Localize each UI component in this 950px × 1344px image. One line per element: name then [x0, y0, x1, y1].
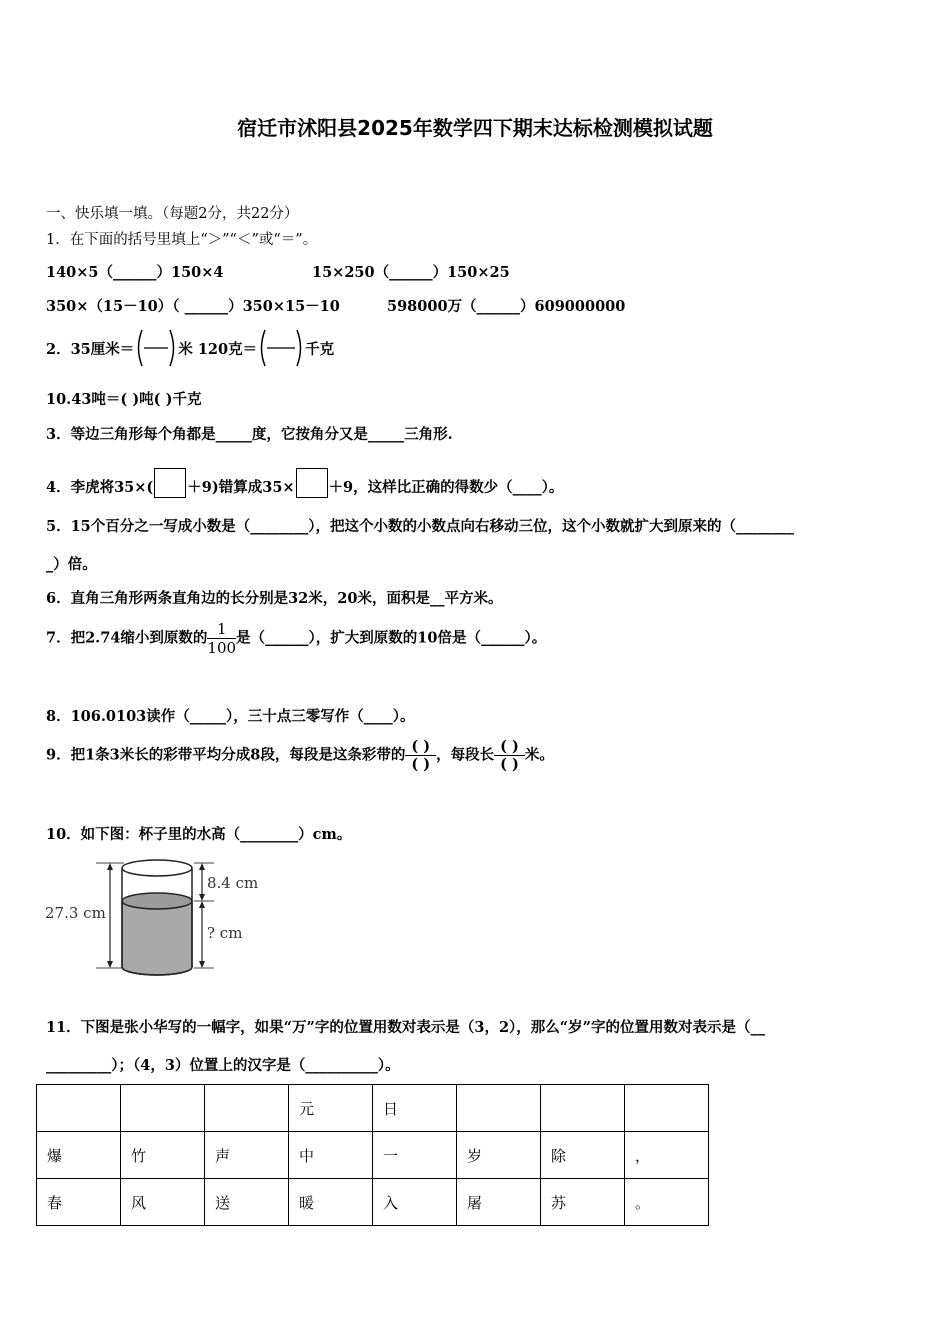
question-7-text-1: 7．把2.74缩小到原数的 — [46, 629, 208, 647]
grid-cell: 一 — [373, 1132, 457, 1179]
question-3: 3．等边三角形每个角都是_____度，它按角分又是_____三角形. — [46, 426, 453, 443]
label-total-height: 27.3 cm — [45, 904, 106, 922]
grid-cell: 爆 — [37, 1132, 121, 1179]
grid-cell — [625, 1085, 709, 1132]
question-6: 6．直角三角形两条直角边的长分别是32米，20米，面积是__平方米。 — [46, 590, 503, 607]
question-1-d: 598000万（______）609000000 — [387, 298, 626, 315]
question-11-line-1: 11．下图是张小华写的一幅字，如果“万”字的位置用数对表示是（3，2），那么“岁”字的位置用数对表示是（__ — [46, 1019, 765, 1036]
grid-cell: 岁 — [457, 1132, 541, 1179]
question-7 — [46, 620, 546, 657]
grid-cell: 风 — [121, 1179, 205, 1226]
grid-row — [37, 1179, 709, 1226]
question-9-text-3: 米。 — [524, 746, 554, 764]
blank-fraction-3: $\frac{( )}{( )}$ — [405, 738, 436, 773]
cup-rim — [122, 860, 192, 876]
grid-cell — [457, 1085, 541, 1132]
grid-cell: 暖 — [289, 1179, 373, 1226]
section-heading: 一、快乐填一填。（每题2分，共22分） — [46, 206, 299, 222]
question-2-line-2: 10.43吨＝( )吨( )千克 — [46, 391, 202, 408]
question-2-text-3: 千克 — [305, 341, 335, 358]
question-4-text-2: ＋9)错算成35× — [187, 479, 295, 496]
question-9 — [46, 738, 554, 773]
page-title: 宿迁市沭阳县2025年数学四下期末达标检测模拟试题 — [237, 116, 713, 140]
question-4 — [46, 468, 563, 498]
grid-cell: 送 — [205, 1179, 289, 1226]
character-grid — [36, 1084, 709, 1226]
grid-row — [37, 1132, 709, 1179]
question-2 — [46, 328, 334, 372]
blank-box-1 — [154, 468, 186, 498]
question-11-line-2: _________）；（4，3）位置上的汉字是（__________）。 — [46, 1057, 400, 1074]
label-top-gap: 8.4 cm — [207, 874, 259, 892]
grid-cell: 。 — [625, 1179, 709, 1226]
grid-cell: ， — [625, 1132, 709, 1179]
question-7-text-2: 是（______），扩大到原数的10倍是（______）。 — [236, 629, 547, 647]
grid-cell — [37, 1085, 121, 1132]
grid-cell: 屠 — [457, 1179, 541, 1226]
question-9-text-2: ，每段长 — [436, 746, 495, 764]
grid-cell — [121, 1085, 205, 1132]
question-1-c: 350×（15－10）（ ______）350×15－10 — [46, 298, 340, 315]
question-8: 8．106.0103读作（_____），三十点三零写作（____）。 — [46, 708, 415, 725]
blank-fraction-1 — [134, 328, 178, 372]
question-4-text-1: 4．李虎将35×( — [46, 479, 154, 496]
question-4-text-3: ＋9，这样比正确的得数少（____）。 — [328, 479, 564, 496]
cup-diagram — [44, 855, 274, 980]
question-1-a: 140×5（______）150×4 — [46, 264, 224, 281]
blank-fraction-4: $\frac{( )}{( )}$ — [494, 738, 525, 773]
grid-cell: 中 — [289, 1132, 373, 1179]
grid-cell — [541, 1085, 625, 1132]
question-2-text-1: 2．35厘米＝ — [46, 341, 135, 358]
grid-cell: 入 — [373, 1179, 457, 1226]
question-5-line-1: 5．15个百分之一写成小数是（________），把这个小数的小数点向右移动三位，这个小数就扩大到原来的（________ — [46, 518, 795, 535]
blank-fraction-2 — [257, 328, 305, 372]
grid-cell: 苏 — [541, 1179, 625, 1226]
grid-cell — [205, 1085, 289, 1132]
blank-box-2 — [296, 468, 328, 498]
question-1-stem: 1．在下面的括号里填上“＞”“＜”或“＝”。 — [46, 232, 318, 248]
fraction-1-100: $\frac{1}{100}$ — [207, 620, 237, 657]
question-2-text-2: 米 120克＝ — [178, 341, 258, 358]
water-surface — [122, 893, 192, 909]
grid-cell: 元 — [289, 1085, 373, 1132]
grid-cell: 竹 — [121, 1132, 205, 1179]
question-5-line-2: _）倍。 — [46, 556, 97, 573]
grid-cell: 除 — [541, 1132, 625, 1179]
label-water-height: ? cm — [207, 924, 243, 942]
question-9-text-1: 9．把1条3米长的彩带平均分成8段，每段是这条彩带的 — [46, 746, 406, 764]
grid-cell: 声 — [205, 1132, 289, 1179]
question-1-b: 15×250（______）150×25 — [312, 264, 510, 281]
grid-cell: 日 — [373, 1085, 457, 1132]
water-fill — [122, 901, 192, 975]
question-10: 10．如下图：杯子里的水高（________）cm。 — [46, 826, 352, 843]
grid-row — [37, 1085, 709, 1132]
grid-cell: 春 — [37, 1179, 121, 1226]
